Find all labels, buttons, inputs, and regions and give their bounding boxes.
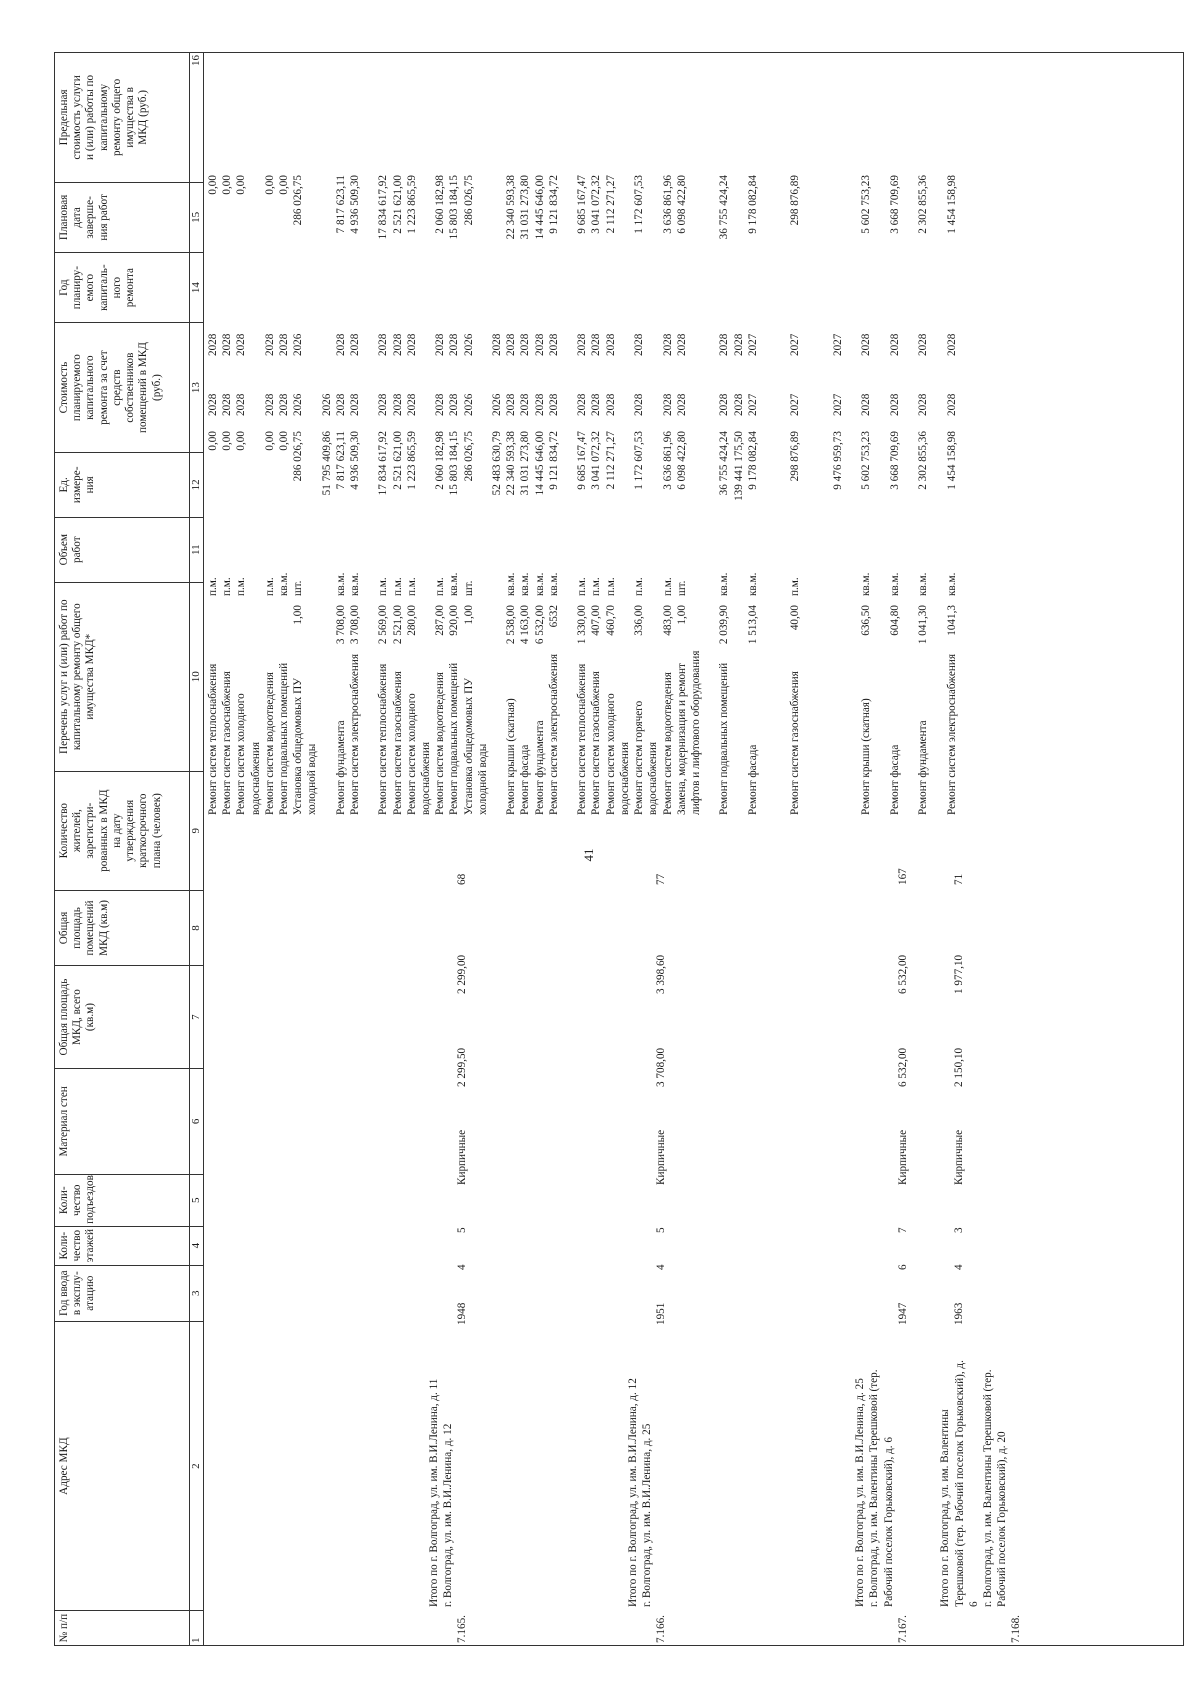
header-cell [55,1174,190,1226]
header-cell [55,1265,190,1321]
column-number: 11 [190,517,204,582]
header-cell [55,1611,190,1646]
header-text: Общая площадь помещений МКД (кв.м) [58,900,110,956]
header-text: Плановая дата заверше- ния работ [58,194,110,241]
header-text: Адрес МКД [58,1437,70,1495]
header-text: Год планиру- емого капиталь- ного ремонта [58,264,137,311]
column-wall-material: Кирпичные Кирпичные Кирпичные Кирпичные [456,1129,966,1185]
column-number: 14 [190,253,204,323]
column-number: 9 [190,771,204,890]
column-row-number: 7.165. 7.166. 7.167. 7.168. [456,1615,1023,1643]
header-cell [55,582,190,771]
rotated-table-page [54,52,1184,1646]
column-number: 8 [190,890,204,966]
column-address: Итого по г. Волгоград, ул. им. В.И.Ленина, д. 11 г. Волгоград, ул. им. В.И.Ленина, д. 12 Итого по г. Волгоград, ул. им. В.И.Ленина, д. 12 г. Волгоград, ул. им. В.И.Ленина, д. 25 Итого по г. Волгоград, ул. им. В.И.Ленина, д. 25 г. Волгоград, ул. им. Валентины Терешковой (тер. Рабочий поселок Горьковский), д. 6 Итого по г. Волгоград, ул. им. Валентины Терешковой (тер. Рабочий поселок Горьковский), д. 6 г. Волгоград, ул. им. Валентины Терешковой (тер. Рабочий поселок Горьковский), д. 20 [428,1360,1009,1607]
column-premises-area: 2 299,00 3 398,60 6 532,00 1 977,10 [456,954,966,994]
column-number: 6 [190,1068,204,1174]
capital-repair-plan-table [54,52,1184,1646]
header-cell [55,53,190,183]
header-cell [55,1321,190,1611]
column-entrances: 5 5 7 3 [456,1227,966,1233]
header-cell [55,771,190,890]
header-text: Количество жителей, зарегистри- рованных в МКД на дату утверждения краткосрочного плана (человек) [58,789,163,872]
header-text: Год ввода в эксплу- атацию [58,1270,97,1317]
header-text: Ед. измере- ния [58,466,97,504]
body-cell [204,53,1184,1646]
column-number: 3 [190,1265,204,1321]
column-number: 12 [190,452,204,517]
column-floors: 4 4 6 4 [456,1264,966,1270]
column-number: 15 [190,182,204,252]
header-text: Материал стен [58,1086,70,1157]
header-text: Объем работ [58,534,84,566]
header-text: № п/п [58,1613,70,1643]
column-number-row [190,53,204,1646]
column-total-area: 2 299,50 3 708,00 6 532,00 2 150,10 [456,1047,966,1087]
column-number: 2 [190,1321,204,1611]
column-number: 7 [190,966,204,1069]
column-number: 16 [190,53,204,183]
header-cell [55,966,190,1069]
column-works-list: Ремонт систем теплоснабжения Ремонт систем газоснабжения Ремонт систем холодного водоснабжения Ремонт систем водоотведения Ремонт подвальных помещений Установка общедомовых ПУ холодной воды Ремонт фундамента Ремонт систем электроснабжения Ремонт систем теплоснабжения Ремонт систем газоснабжения Ремонт систем холодного водоснабжения Ремонт систем водоотведения Ремонт подвальных помещений Установка общедомовых ПУ холодной воды Ремонт крыши (скатная) Ремонт фасада Ремонт фундамента Ремонт систем электроснабжения Ремонт систем теплоснабжения Ремонт систем газоснабжения Ремонт систем холодного водоснабжения Ремонт систем горячего водоснабжения Ремонт систем водоотведения Замена, модернизация и ремонт лифтов и лифтового оборудования Ремонт подвальных помещений Ремонт фасада Ремонт систем газоснабжения Ремонт крыши (скатная) Ремонт фасада Ремонт фундамента Ремонт систем электроснабжения [207,650,958,815]
header-cell [55,253,190,323]
column-commission-year: 1948 1951 1947 1963 [456,1302,966,1325]
table-body-row [204,53,1184,1646]
column-number: 1 [190,1611,204,1646]
column-repair-year: 2028 2028 2028 2028 2028 2026 2026 2028 2028 2028 2028 2028 2028 2028 2026 2026 2028 2028 2028 2028 2028 2028 2028 2028 2028 2028 2028 2028 2027 2027 2027 2028 2028 2028 2028 [207,393,958,416]
column-number: 13 [190,323,204,453]
header-cell [55,452,190,517]
header-text: Предельная стоимость услуги и (или) работы по капитальному ремонту общего имущества в МКД (руб.) [58,74,150,160]
column-planned-completion: 2028 2028 2028 2028 2028 2026 2028 2028 2028 2028 2028 2028 2028 2026 2028 2028 2028 2028 2028 2028 2028 2028 2028 2028 2028 2028 2028 2027 2027 2027 2028 2028 2028 2028 [207,333,958,356]
column-work-volume: 1,00 3 708,00 3 708,00 2 569,00 2 521,00 280,00 287,00 920,00 1,00 2 538,00 4 163,00 6 532,00 6532 1 330,00 407,00 460,70 336,00 483,00 1,00 2 039,90 1 513,04 40,00 636,50 604,80 1 041,30 1041,3 [292,605,958,645]
header-text: Стоимость планируемого капитального ремонта за счет средств собственников помещений в МКД (руб.) [58,342,163,434]
header-cell [55,1226,190,1265]
column-number: 5 [190,1174,204,1226]
column-number: 10 [190,582,204,771]
header-row [55,53,190,1646]
column-owners-cost: 0,00 0,00 0,00 0,00 0,00 286 026,75 51 795 409,86 7 817 623,11 4 936 509,30 17 834 617,92 2 521 621,00 1 223 865,59 2 060 182,98 15 803 184,15 286 026,75 52 483 630,79 22 340 593,38 31 031 273,80 14 445 646,00 9 121 834,72 9 685 167,47 3 041 072,32 2 112 271,27 1 172 607,53 3 636 861,96 6 098 422,80 36 755 424,24 139 441 175,50 9 178 082,84 298 876,89 9 476 959,73 5 602 753,23 3 668 709,69 2 302 855,36 1 454 158,98 [207,431,958,501]
header-cell [55,323,190,453]
column-residents: 68 77 167 71 [456,868,966,885]
header-text: Перечень услуг и (или) работ по капитальному ремонту общего имущества МКД* [58,599,97,754]
page-number: 41 [581,848,596,862]
column-unit: п.м. п.м. п.м. п.м. кв.м. шт. кв.м. кв.м. п.м. п.м. п.м. п.м. кв.м. шт. кв.м. кв.м. кв.м. кв.м. п.м. п.м. п.м. п.м. п.м. шт. кв.м. кв.м. п.м. кв.м. кв.м. кв.м. кв.м. [207,572,958,596]
header-cell [55,517,190,582]
header-text: Коли- чество подъездов [58,1175,97,1224]
header-cell [55,182,190,252]
column-max-cost: 0,00 0,00 0,00 0,00 0,00 286 026,75 7 817 623,11 4 936 509,30 17 834 617,92 2 521 621,00 1 223 865,59 2 060 182,98 15 803 184,15 286 026,75 22 340 593,38 31 031 273,80 14 445 646,00 9 121 834,72 9 685 167,47 3 041 072,32 2 112 271,27 1 172 607,53 3 636 861,96 6 098 422,80 36 755 424,24 9 178 082,84 298 876,89 5 602 753,23 3 668 709,69 2 302 855,36 1 454 158,98 [207,175,958,240]
header-text: Коли- чество этажей [58,1229,97,1263]
header-text: Общая площадь МКД, всего (кв.м) [58,978,97,1056]
column-number: 4 [190,1226,204,1265]
header-cell [55,1068,190,1174]
header-cell [55,890,190,966]
